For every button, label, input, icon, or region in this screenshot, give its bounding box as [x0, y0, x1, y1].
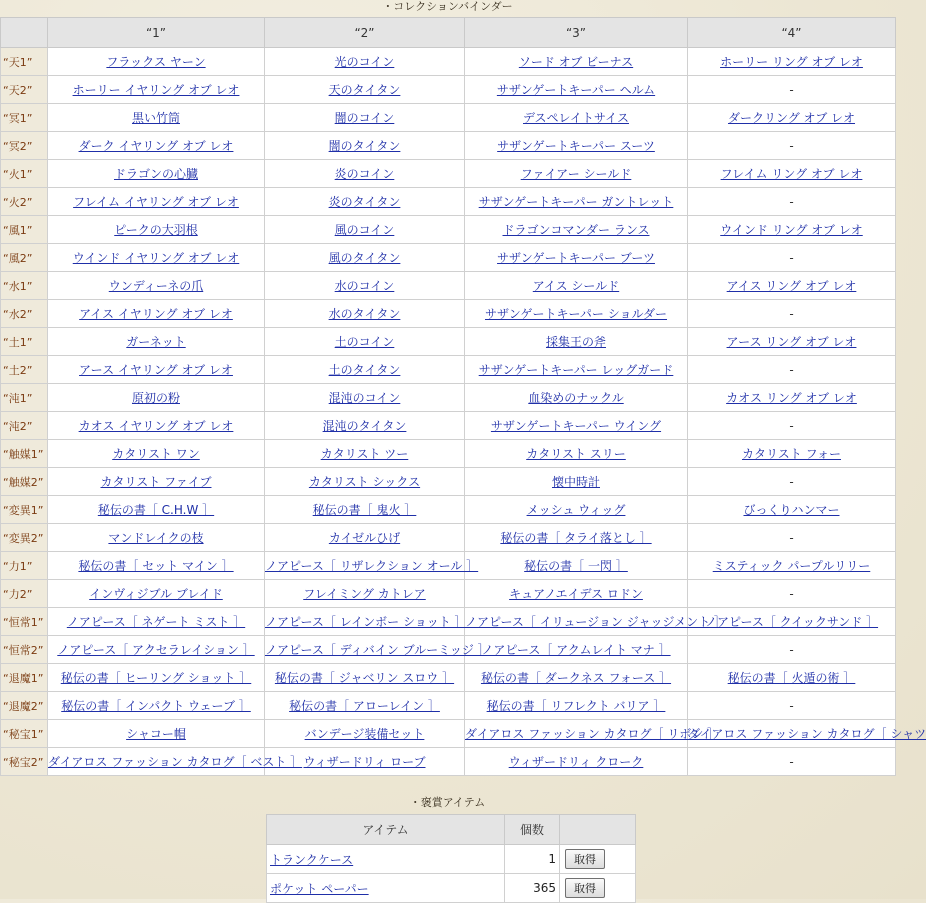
binder-title: ・コレクションバインダー [382, 0, 513, 13]
item-link[interactable]: ノアピース［ リザレクション オール ］ [265, 559, 479, 573]
binder-cell [48, 692, 265, 720]
binder-cell [465, 48, 688, 76]
binder-row-label: “変異1” [1, 496, 48, 524]
binder-row [1, 356, 896, 384]
empty-slot: - [789, 306, 794, 321]
item-link[interactable]: 秘伝の書［ インパクト ウェーブ ］ [61, 699, 251, 713]
item-link[interactable]: ピークの大羽根 [114, 223, 198, 237]
empty-slot: - [789, 418, 794, 433]
empty-slot: - [789, 530, 794, 545]
binder-cell [48, 300, 265, 328]
binder-cell [688, 552, 896, 580]
binder-cell [688, 48, 896, 76]
binder-cell [465, 720, 720, 748]
get-button[interactable]: 取得 [565, 878, 605, 898]
binder-cell [265, 664, 465, 692]
item-link[interactable]: 原初の粉 [131, 391, 180, 405]
binder-cell [48, 496, 265, 524]
binder-cell [48, 48, 265, 76]
empty-slot: - [789, 586, 794, 601]
item-link[interactable]: 秘伝の書［ ジャベリン スロウ ］ [274, 671, 455, 685]
item-link[interactable]: アース リング オブ レオ [726, 335, 857, 349]
binder-cell [265, 608, 465, 636]
item-link[interactable]: 秘伝の書［ 鬼火 ］ [312, 503, 417, 517]
item-link[interactable]: フレイミング カトレア [303, 587, 426, 601]
binder-row [1, 468, 896, 496]
binder-cell [48, 356, 265, 384]
binder-cell [265, 104, 465, 132]
binder-cell [465, 384, 688, 412]
binder-cell [48, 636, 265, 664]
item-link[interactable]: 風のタイタン [328, 251, 401, 265]
rewards-header-row [267, 815, 636, 845]
binder-row-label: “秘宝2” [1, 748, 48, 776]
get-button[interactable]: 取得 [565, 849, 605, 869]
item-link[interactable]: デスペレイトサイス [523, 111, 629, 125]
empty-slot: - [789, 642, 794, 657]
item-link[interactable]: サザンゲートキーパー レッグガード [478, 363, 674, 377]
binder-cell [465, 356, 688, 384]
binder-row [1, 440, 896, 468]
item-link[interactable]: ノアピース［ アクセラレイション ］ [57, 643, 255, 657]
empty-slot: - [789, 698, 794, 713]
item-link[interactable]: 炎のコイン [334, 167, 395, 181]
item-link[interactable]: ノアピース［ ネゲート ミスト ］ [66, 615, 246, 629]
item-link[interactable]: カオス リング オブ レオ [726, 391, 857, 405]
binder-row [1, 608, 896, 636]
collection-binder-table [0, 17, 926, 776]
binder-cell [265, 328, 465, 356]
binder-cell [688, 76, 896, 104]
binder-cell [265, 384, 465, 412]
binder-cell [688, 440, 896, 468]
binder-cell [48, 76, 265, 104]
binder-row [1, 160, 896, 188]
rewards-title: ・褒賞アイテム [409, 796, 486, 809]
binder-row [1, 664, 896, 692]
binder-row-label: “天2” [1, 76, 48, 104]
item-link[interactable]: シャコー帽 [126, 727, 186, 741]
binder-row-label: “土2” [1, 356, 48, 384]
binder-cell [465, 76, 688, 104]
binder-cell [465, 272, 688, 300]
binder-row-label: “風2” [1, 244, 48, 272]
binder-header-col-2: “2” [265, 18, 465, 48]
item-link[interactable]: 混沌のタイタン [322, 419, 407, 433]
binder-row [1, 244, 896, 272]
binder-cell [48, 132, 265, 160]
item-link[interactable]: 秘伝の書［ リフレクト バリア ］ [486, 699, 666, 713]
binder-cell [465, 664, 688, 692]
binder-cell [688, 720, 926, 748]
binder-row [1, 300, 896, 328]
binder-cell [48, 664, 265, 692]
item-link[interactable]: アイス リング オブ レオ [726, 279, 857, 293]
binder-cell [265, 356, 465, 384]
binder-cell [465, 104, 688, 132]
binder-cell [265, 132, 465, 160]
binder-cell [465, 748, 688, 776]
rewards-body [267, 845, 636, 903]
item-link[interactable]: 風のコイン [334, 223, 395, 237]
empty-slot: - [789, 474, 794, 489]
item-link[interactable]: 水のタイタン [328, 307, 401, 321]
binder-cell [265, 468, 465, 496]
binder-row-label: “冥1” [1, 104, 48, 132]
binder-cell [688, 496, 896, 524]
binder-cell [265, 48, 465, 76]
binder-cell [688, 188, 896, 216]
binder-cell [265, 76, 465, 104]
rewards-table [266, 814, 636, 903]
binder-cell [48, 328, 265, 356]
binder-row [1, 104, 896, 132]
binder-cell [688, 412, 896, 440]
binder-row-label: “恒常2” [1, 636, 48, 664]
reward-name-cell [267, 845, 505, 874]
binder-cell [465, 216, 688, 244]
reward-count: 1 [505, 845, 560, 874]
binder-cell [688, 216, 896, 244]
item-link[interactable]: 闇のコイン [334, 111, 395, 125]
binder-cell [48, 440, 265, 468]
binder-row [1, 552, 896, 580]
item-link[interactable]: ドラゴンコマンダー ランス [502, 223, 650, 237]
item-link[interactable]: ソード オブ ビーナス [518, 55, 634, 69]
reward-count: 365 [505, 874, 560, 903]
reward-item-link[interactable]: トランクケース [270, 852, 354, 867]
binder-cell [465, 692, 688, 720]
binder-row-label: “冥2” [1, 132, 48, 160]
item-link[interactable]: 採集王の斧 [545, 335, 606, 349]
binder-header-col-4: “4” [688, 18, 896, 48]
binder-cell [265, 692, 465, 720]
item-link[interactable]: ダークリング オブ レオ [727, 111, 856, 125]
binder-row [1, 328, 896, 356]
binder-row-label: “水1” [1, 272, 48, 300]
item-link[interactable]: カタリスト ツー [320, 447, 409, 461]
item-link[interactable]: ホーリー イヤリング オブ レオ [72, 83, 240, 97]
binder-cell [48, 104, 265, 132]
binder-row [1, 412, 896, 440]
binder-cell [688, 692, 896, 720]
binder-cell [465, 580, 688, 608]
item-link[interactable]: ノアピース［ アクムレイト マナ ］ [481, 643, 671, 657]
empty-slot: - [789, 194, 794, 209]
item-link[interactable]: 秘伝の書［ 火遁の術 ］ [727, 671, 856, 685]
reward-action-cell [560, 874, 636, 903]
item-link[interactable]: ノアピース［ レインボー ショット ］ [265, 615, 467, 629]
item-link[interactable]: カタリスト スリー [526, 447, 626, 461]
item-link[interactable]: サザンゲートキーパー ウイング [490, 419, 662, 433]
binder-header-col-3: “3” [465, 18, 688, 48]
binder-cell [48, 524, 265, 552]
item-link[interactable]: カタリスト ワン [112, 447, 200, 461]
binder-cell [265, 440, 465, 468]
item-link[interactable]: サザンゲートキーパー スーツ [497, 139, 655, 153]
binder-cell [688, 244, 896, 272]
item-link[interactable]: ウインド イヤリング オブ レオ [72, 251, 240, 265]
binder-cell [265, 244, 465, 272]
binder-row-label: “恒常1” [1, 608, 48, 636]
item-link[interactable]: サザンゲートキーパー ヘルム [496, 83, 656, 97]
binder-cell [688, 356, 896, 384]
item-link[interactable]: カタリスト シックス [308, 475, 421, 489]
item-link[interactable]: サザンゲートキーパー ガントレット [478, 195, 674, 209]
item-link[interactable]: ダイアロス ファッション カタログ［ シャツ [688, 727, 926, 741]
binder-cell [265, 580, 465, 608]
rewards-header-action [560, 815, 636, 845]
item-link[interactable]: メッシュ ウィッグ [526, 503, 626, 517]
empty-slot: - [789, 754, 794, 769]
empty-slot: - [789, 138, 794, 153]
reward-row [267, 874, 636, 903]
binder-cell [688, 300, 896, 328]
binder-cell [688, 384, 896, 412]
binder-row [1, 580, 896, 608]
binder-cell [48, 412, 265, 440]
binder-cell [465, 300, 688, 328]
item-link[interactable]: 黒い竹筒 [131, 111, 180, 125]
binder-cell [265, 272, 465, 300]
binder-cell [48, 216, 265, 244]
item-link[interactable]: 光のコイン [334, 55, 395, 69]
item-link[interactable]: びっくりハンマー [743, 503, 840, 517]
binder-cell [688, 328, 896, 356]
reward-row [267, 845, 636, 874]
binder-row-label: “沌1” [1, 384, 48, 412]
binder-cell [265, 412, 465, 440]
binder-cell [688, 132, 896, 160]
binder-cell [48, 244, 265, 272]
binder-row-label: “退魔2” [1, 692, 48, 720]
binder-cell [465, 496, 688, 524]
item-link[interactable]: 秘伝の書［ セット マイン ］ [78, 559, 234, 573]
item-link[interactable]: ダーク イヤリング オブ レオ [78, 139, 234, 153]
binder-row-label: “沌2” [1, 412, 48, 440]
item-link[interactable]: サザンゲートキーパー ショルダー [484, 307, 668, 321]
binder-cell [48, 748, 303, 776]
binder-row-label: “火2” [1, 188, 48, 216]
item-link[interactable]: アイス イヤリング オブ レオ [79, 307, 233, 321]
reward-name-cell [267, 874, 505, 903]
item-link[interactable]: 土のタイタン [328, 363, 401, 377]
item-link[interactable]: ウィザードリィ ローブ [303, 755, 426, 769]
binder-row-label: “秘宝1” [1, 720, 48, 748]
binder-row [1, 132, 896, 160]
binder-row-label: “触媒2” [1, 468, 48, 496]
binder-cell [48, 188, 265, 216]
item-link[interactable]: カタリスト フォー [742, 447, 841, 461]
binder-cell [265, 300, 465, 328]
empty-slot: - [789, 250, 794, 265]
binder-cell [688, 468, 896, 496]
binder-cell [688, 524, 896, 552]
binder-row [1, 692, 896, 720]
binder-cell [48, 160, 265, 188]
binder-header-col-1: “1” [48, 18, 265, 48]
binder-row [1, 216, 896, 244]
item-link[interactable]: 天のタイタン [328, 83, 401, 97]
binder-cell [465, 188, 688, 216]
binder-cell [465, 440, 688, 468]
binder-cell [465, 608, 726, 636]
item-link[interactable]: ノアピース［ ディバイン ブルーミッジ ］ [265, 643, 490, 657]
item-link[interactable]: サザンゲートキーパー ブーツ [497, 251, 655, 265]
binder-cell [465, 468, 688, 496]
reward-action-cell [560, 845, 636, 874]
binder-cell [465, 328, 688, 356]
item-link[interactable]: ファイアー シールド [520, 167, 632, 181]
binder-row [1, 748, 896, 776]
item-link[interactable]: ウンディーネの爪 [108, 279, 204, 293]
item-link[interactable]: ガーネット [126, 335, 186, 349]
binder-cell [465, 412, 688, 440]
item-link[interactable]: 土のコイン [334, 335, 395, 349]
binder-row [1, 384, 896, 412]
binder-body [1, 48, 926, 776]
binder-row-label: “風1” [1, 216, 48, 244]
item-link[interactable]: ノアピース［ クイックサンド ］ [704, 615, 879, 629]
item-link[interactable]: キュアノエイデス ロドン [509, 587, 643, 601]
binder-cell [48, 608, 265, 636]
item-link[interactable]: バンデージ装備セット [304, 727, 425, 741]
rewards-header-count: 個数 [505, 815, 560, 845]
item-link[interactable]: ウィザードリィ クローク [508, 755, 644, 769]
binder-cell [688, 664, 896, 692]
binder-cell [688, 608, 896, 636]
item-link[interactable]: アイス シールド [532, 279, 620, 293]
item-link[interactable]: フレイム イヤリング オブ レオ [73, 195, 239, 209]
item-link[interactable]: カイゼルひげ [328, 531, 401, 545]
binder-cell [465, 132, 688, 160]
binder-row-label: “退魔1” [1, 664, 48, 692]
binder-row-label: “触媒1” [1, 440, 48, 468]
rewards-header-item: アイテム [267, 815, 505, 845]
item-link[interactable]: カタリスト ファイブ [100, 475, 212, 489]
item-link[interactable]: 闇のタイタン [328, 139, 401, 153]
binder-cell [48, 552, 265, 580]
item-link[interactable]: 炎のタイタン [328, 195, 401, 209]
binder-cell [265, 524, 465, 552]
item-link[interactable]: 秘伝の書［ アローレイン ］ [289, 699, 440, 713]
binder-row [1, 272, 896, 300]
empty-slot: - [789, 362, 794, 377]
binder-cell [48, 384, 265, 412]
empty-slot: - [789, 82, 794, 97]
binder-row [1, 48, 896, 76]
binder-row [1, 524, 896, 552]
binder-row [1, 76, 896, 104]
binder-row-label: “力1” [1, 552, 48, 580]
binder-cell [688, 748, 896, 776]
item-link[interactable]: ダイアロス ファッション カタログ［ リボン ］ [465, 727, 720, 741]
binder-row-label: “力2” [1, 580, 48, 608]
binder-cell [688, 636, 896, 664]
item-link[interactable]: 秘伝の書［ タライ落とし ］ [500, 531, 652, 545]
item-link[interactable]: ダイアロス ファッション カタログ［ ベスト ］ [48, 755, 303, 769]
binder-row [1, 636, 896, 664]
item-link[interactable]: アース イヤリング オブ レオ [79, 363, 233, 377]
binder-row-label: “変異2” [1, 524, 48, 552]
binder-header-corner [1, 18, 48, 48]
item-link[interactable]: マンドレイクの枝 [108, 531, 204, 545]
item-link[interactable]: カオス イヤリング オブ レオ [78, 419, 234, 433]
binder-cell [465, 524, 688, 552]
binder-cell [265, 216, 465, 244]
item-link[interactable]: 混沌のコイン [328, 391, 401, 405]
item-link[interactable]: 血染めのナックル [528, 391, 624, 405]
binder-cell [265, 160, 465, 188]
binder-cell [48, 720, 265, 748]
binder-row-label: “天1” [1, 48, 48, 76]
binder-row-label: “水2” [1, 300, 48, 328]
item-link[interactable]: フレイム リング オブ レオ [720, 167, 863, 181]
item-link[interactable]: 秘伝の書［ 一閃 ］ [524, 559, 628, 573]
binder-cell [465, 636, 688, 664]
binder-cell [688, 160, 896, 188]
item-link[interactable]: 水のコイン [334, 279, 395, 293]
binder-row [1, 496, 896, 524]
binder-cell [465, 552, 688, 580]
binder-row [1, 188, 896, 216]
binder-header-row [1, 18, 896, 48]
item-link[interactable]: 秘伝の書［ C.H.W ］ [97, 503, 215, 517]
binder-cell [688, 104, 896, 132]
binder-cell [265, 496, 465, 524]
binder-cell [265, 636, 490, 664]
binder-cell [265, 720, 465, 748]
item-link[interactable]: ウインド リング オブ レオ [720, 223, 863, 237]
binder-row-label: “土1” [1, 328, 48, 356]
binder-cell [688, 580, 896, 608]
item-link[interactable]: ノアピース［ イリュージョン ジャッジメント ］ [465, 615, 726, 629]
binder-cell [465, 244, 688, 272]
binder-cell [48, 580, 265, 608]
item-link[interactable]: 秘伝の書［ ヒーリング ショット ］ [60, 671, 252, 685]
binder-cell [688, 272, 896, 300]
binder-cell [48, 272, 265, 300]
item-link[interactable]: ミスティック パープルリリー [712, 559, 871, 573]
reward-item-link[interactable]: ポケット ペーパー [270, 881, 369, 896]
item-link[interactable]: ドラゴンの心臓 [113, 167, 198, 181]
binder-row [1, 720, 896, 748]
binder-cell [465, 160, 688, 188]
item-link[interactable]: ホーリー リング オブ レオ [720, 55, 863, 69]
binder-cell [265, 188, 465, 216]
item-link[interactable]: インヴィジブル ブレイド [89, 587, 223, 601]
item-link[interactable]: 秘伝の書［ ダークネス フォース ］ [480, 671, 672, 685]
binder-cell [265, 552, 479, 580]
binder-cell [48, 468, 265, 496]
item-link[interactable]: 懐中時計 [551, 475, 600, 489]
item-link[interactable]: フラックス ヤーン [106, 55, 206, 69]
binder-row-label: “火1” [1, 160, 48, 188]
